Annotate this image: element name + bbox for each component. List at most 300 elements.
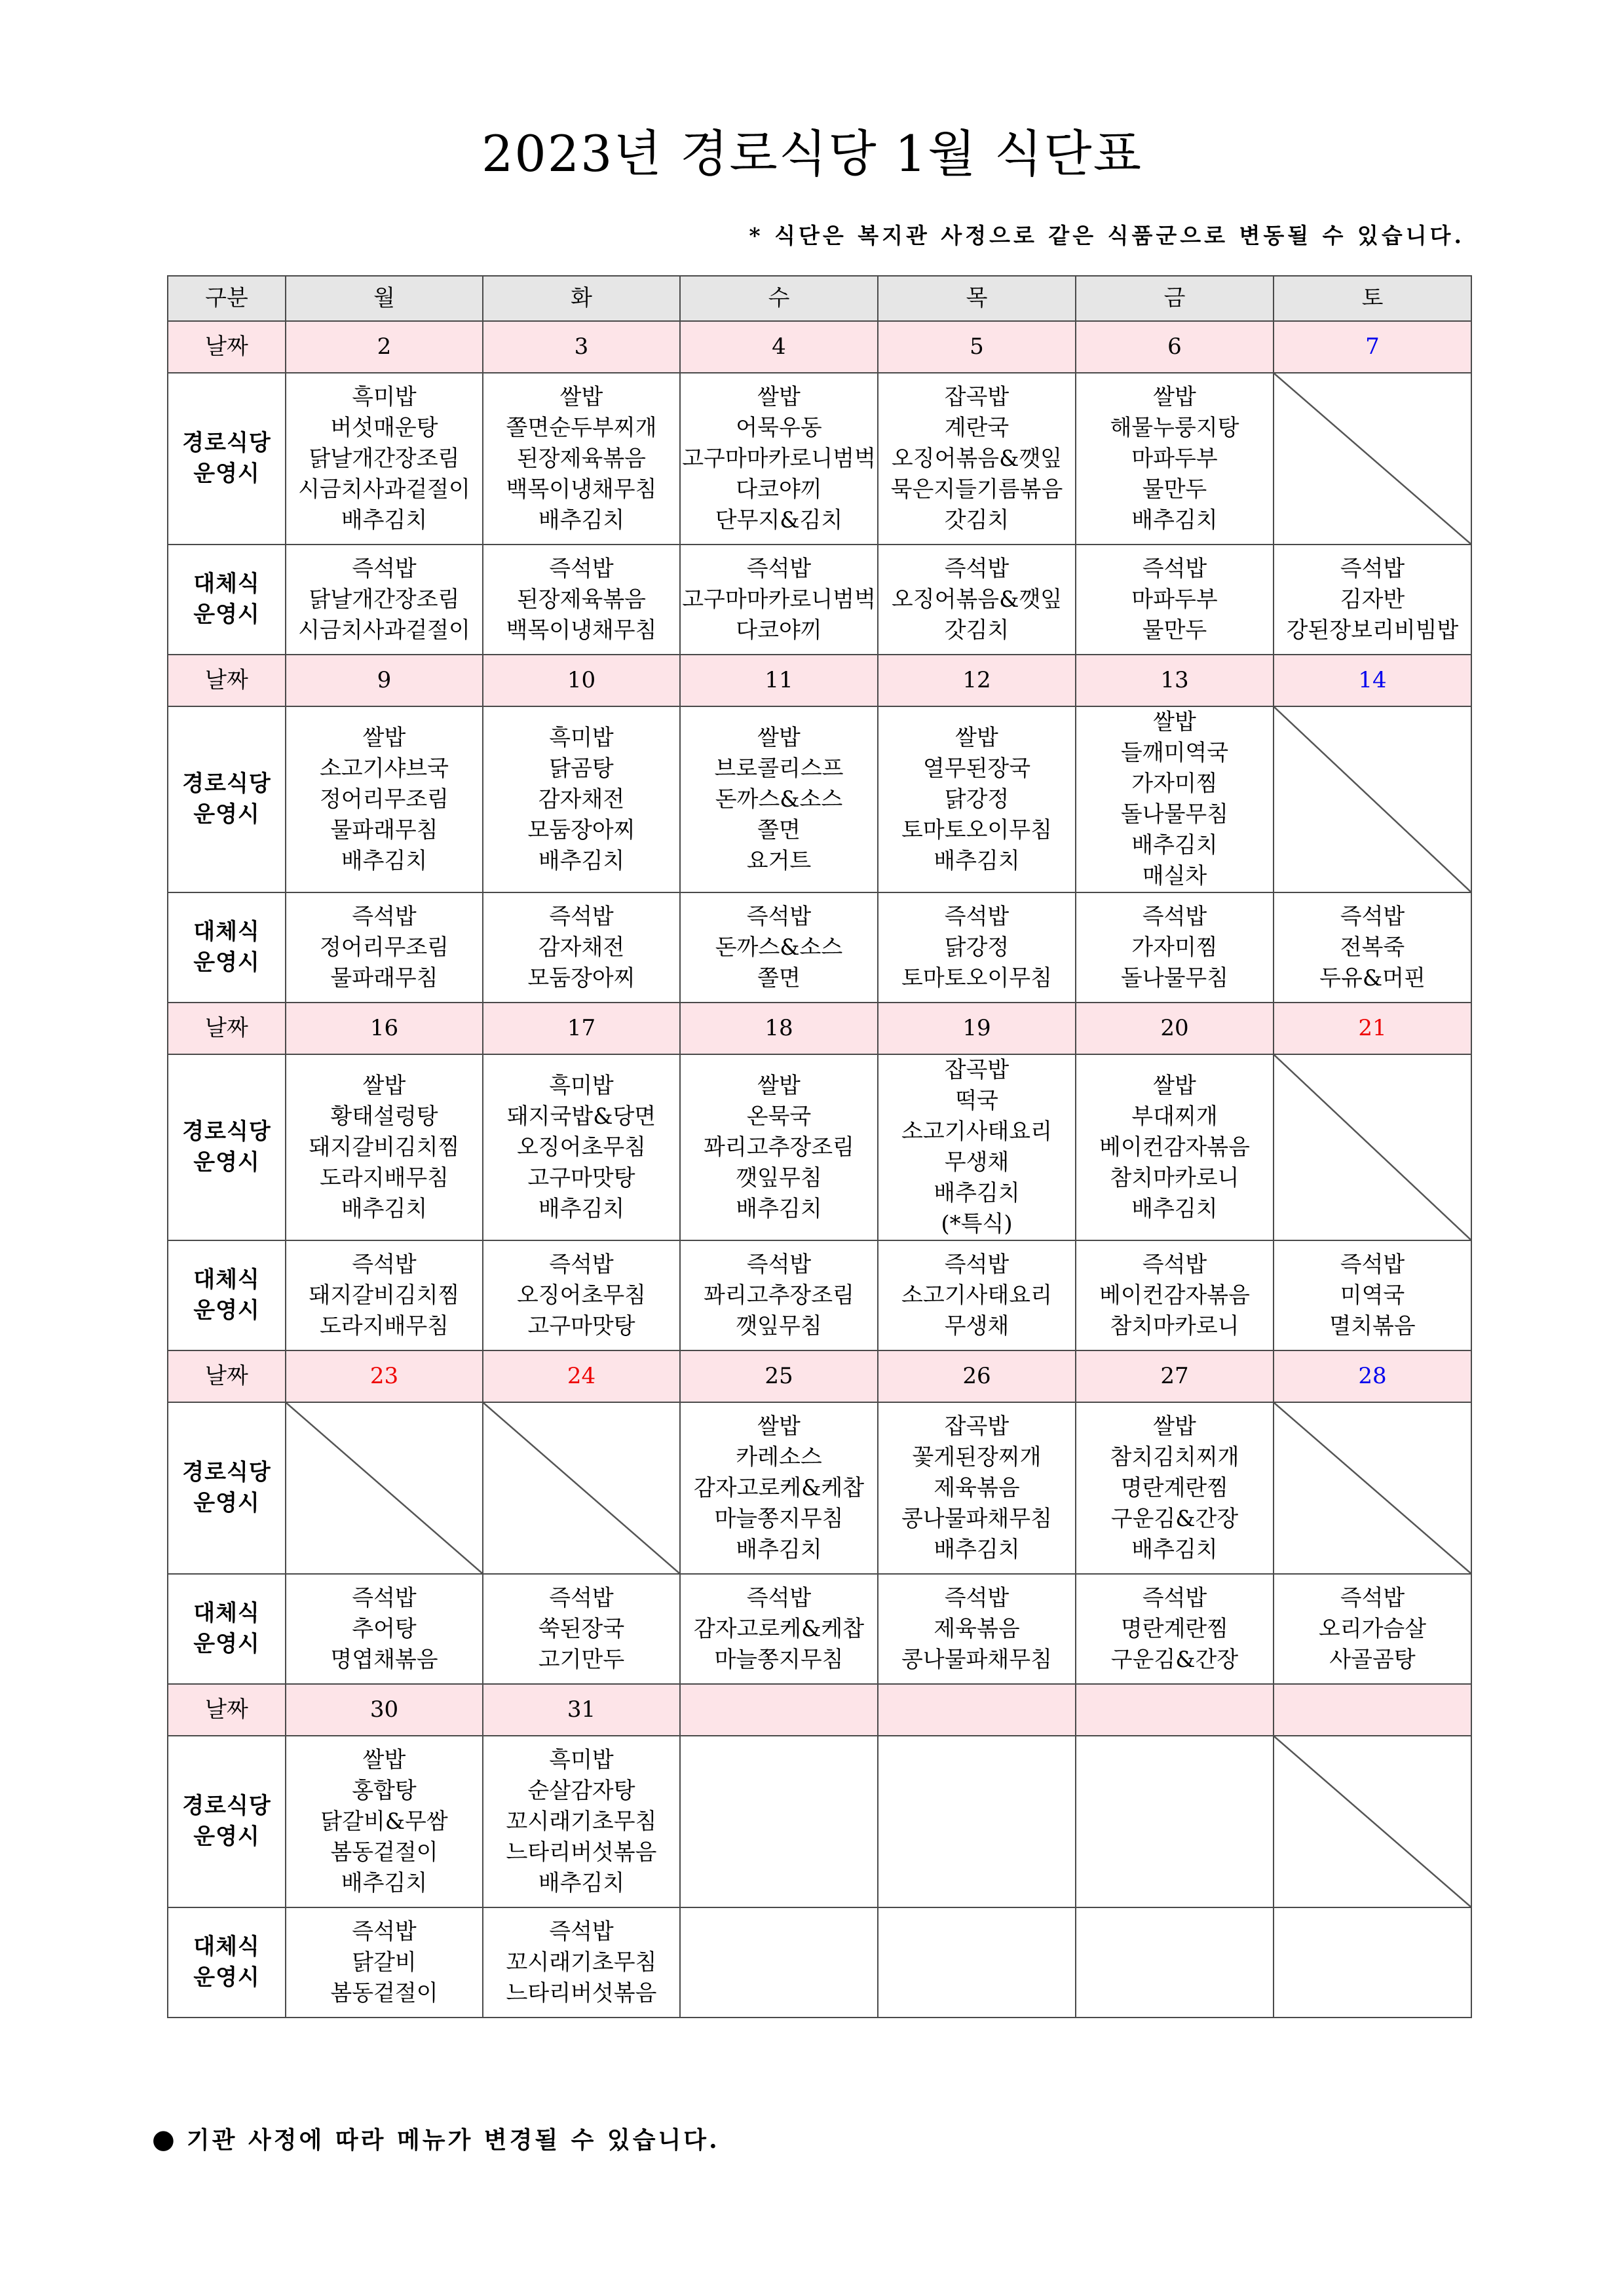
menu-item: 닭날개간장조림 — [309, 586, 460, 613]
date-row — [168, 1003, 1471, 1054]
menu-item: 온묵국 — [746, 1103, 812, 1130]
menu-item: 배추김치 — [538, 847, 625, 874]
menu-item: 마파두부 — [1131, 586, 1218, 613]
menu-item: 감자고로케&케찹 — [693, 1615, 865, 1642]
closed-day-cell — [286, 1402, 483, 1574]
row-label-line: 운영시 — [193, 1149, 260, 1176]
menu-cell — [483, 1736, 680, 1907]
date-row — [168, 1350, 1471, 1402]
date-row — [168, 321, 1471, 373]
menu-item: 오징어볶음&깻잎 — [891, 586, 1063, 613]
menu-item: 홍합탕 — [352, 1777, 417, 1804]
menu-item: 도라지배무침 — [319, 1164, 449, 1191]
menu-item: 명란계란찜 — [1120, 1615, 1229, 1642]
menu-item: 쌀밥 — [757, 724, 801, 751]
menu-item: 브로콜리스프 — [714, 755, 844, 782]
menu-item: 즉석밥 — [352, 1251, 417, 1278]
menu-item: 순살감자탕 — [527, 1777, 635, 1804]
menu-item: 소고기샤브국 — [319, 755, 449, 782]
menu-item: 물만두 — [1142, 617, 1207, 643]
alt-menu-cell — [680, 1907, 878, 2018]
menu-item: 해물누룽지탕 — [1110, 414, 1239, 441]
alt-menu-cell — [1076, 1574, 1274, 1684]
header-label: 구분 — [168, 276, 286, 321]
menu-item: 쫄면순두부찌개 — [506, 414, 657, 441]
menu-item: 제육볶음 — [934, 1474, 1020, 1501]
menu-item: 쑥된장국 — [538, 1615, 625, 1642]
menu-cell — [878, 373, 1076, 545]
menu-item: 느타리버섯볶음 — [506, 1980, 657, 2006]
date-cell: 28 — [1274, 1350, 1471, 1402]
main-service-label — [168, 706, 286, 892]
menu-item: 갓김치 — [944, 507, 1010, 533]
menu-item: 카레소스 — [736, 1444, 822, 1470]
menu-item: 참치김치찌개 — [1110, 1444, 1239, 1470]
menu-item: 매실차 — [1142, 863, 1207, 889]
closed-day-cell — [1274, 373, 1471, 545]
menu-cell — [286, 1736, 483, 1907]
menu-item: 돈까스&소스 — [715, 934, 843, 961]
menu-cell — [680, 373, 878, 545]
header-day: 목 — [878, 276, 1076, 321]
menu-item: 잡곡밥 — [944, 1057, 1010, 1083]
main-service-label — [168, 373, 286, 545]
alt-menu-row — [168, 892, 1471, 1003]
alt-menu-cell — [286, 1240, 483, 1350]
date-cell: 20 — [1076, 1003, 1274, 1054]
menu-cell — [1076, 706, 1274, 892]
menu-item: 참치마카로니 — [1110, 1312, 1239, 1339]
row-label-line: 운영시 — [193, 1631, 260, 1657]
alt-service-label — [168, 545, 286, 655]
menu-item: 돼지국밥&당면 — [506, 1103, 656, 1130]
row-label-line: 경로식당 — [182, 1793, 271, 1819]
menu-item: 즉석밥 — [746, 1584, 812, 1611]
alt-menu-cell — [680, 1574, 878, 1684]
alt-menu-cell — [680, 1240, 878, 1350]
menu-item: 시금치사과겉절이 — [298, 617, 470, 643]
date-cell: 25 — [680, 1350, 878, 1402]
menu-item: 느타리버섯볶음 — [506, 1839, 657, 1866]
alt-menu-cell — [483, 545, 680, 655]
menu-item: 돼지갈비김치찜 — [309, 1134, 460, 1160]
menu-item: 마늘쫑지무침 — [714, 1646, 844, 1673]
menu-cell — [878, 1402, 1076, 1574]
header-day: 금 — [1076, 276, 1274, 321]
menu-item: 도라지배무침 — [319, 1312, 449, 1339]
menu-item: 감자채전 — [538, 786, 625, 813]
menu-item: 배추김치 — [736, 1195, 822, 1222]
menu-item: 정어리무조림 — [319, 934, 449, 961]
menu-item: 즉석밥 — [549, 1918, 614, 1945]
menu-item: 콩나물파채무침 — [901, 1505, 1052, 1532]
row-label-line: 경로식당 — [182, 1119, 271, 1145]
page-title: 2023년 경로식당 1월 식단표 — [482, 124, 1142, 183]
date-row-label: 날짜 — [168, 1003, 286, 1054]
date-row-label: 날짜 — [168, 1684, 286, 1736]
menu-item: 닭강정 — [944, 934, 1010, 961]
menu-item: 다코야끼 — [736, 617, 822, 643]
menu-item: 된장제육볶음 — [516, 586, 647, 613]
menu-cell — [1076, 1736, 1274, 1907]
date-cell: 11 — [680, 655, 878, 706]
menu-item: 쌀밥 — [362, 724, 406, 751]
date-cell: 30 — [286, 1684, 483, 1736]
menu-cell — [680, 1402, 878, 1574]
menu-item: 즉석밥 — [549, 903, 614, 930]
date-cell: 27 — [1076, 1350, 1274, 1402]
menu-item: 명란계란찜 — [1120, 1474, 1229, 1501]
date-cell: 5 — [878, 321, 1076, 373]
menu-item: 배추김치 — [934, 1536, 1020, 1563]
menu-item: 사골곰탕 — [1329, 1646, 1416, 1673]
date-cell: 13 — [1076, 655, 1274, 706]
menu-item: 고구마맛탕 — [527, 1164, 635, 1191]
date-cell: 12 — [878, 655, 1076, 706]
menu-item: 베이컨감자볶음 — [1099, 1282, 1250, 1309]
closed-day-cell — [1274, 706, 1471, 892]
date-cell: 26 — [878, 1350, 1076, 1402]
menu-item: 돌나물무침 — [1120, 965, 1229, 991]
header-day: 화 — [483, 276, 680, 321]
alt-service-label — [168, 1574, 286, 1684]
main-menu-row — [168, 1736, 1471, 1907]
alt-menu-row — [168, 1574, 1471, 1684]
alt-menu-cell — [1274, 1907, 1471, 2018]
main-menu-row — [168, 1402, 1471, 1574]
menu-item: 열무된장국 — [922, 755, 1031, 782]
menu-cell — [483, 706, 680, 892]
footer-note — [152, 2123, 720, 2156]
menu-item: 무생채 — [944, 1312, 1010, 1339]
alt-menu-cell — [1274, 1240, 1471, 1350]
menu-item: 배추김치 — [1131, 832, 1218, 858]
row-label-line: 대체식 — [193, 919, 260, 945]
menu-item: 백목이냉채무침 — [506, 476, 657, 503]
menu-item: 제육볶음 — [934, 1615, 1020, 1642]
header-day: 월 — [286, 276, 483, 321]
main-menu-row — [168, 1054, 1471, 1240]
menu-item: 흑미밥 — [549, 1072, 614, 1099]
menu-item: 깻잎무침 — [736, 1312, 822, 1339]
alt-menu-cell — [286, 892, 483, 1003]
menu-table — [167, 275, 1472, 2018]
menu-cell — [878, 706, 1076, 892]
menu-item: 잡곡밥 — [944, 383, 1010, 410]
menu-item: 된장제육볶음 — [516, 445, 647, 472]
row-label-line: 대체식 — [193, 571, 260, 597]
menu-item: 묵은지들기름볶음 — [890, 476, 1063, 503]
menu-item: 구운김&간장 — [1110, 1646, 1239, 1673]
menu-item: 배추김치 — [341, 507, 428, 533]
menu-item: 어묵우동 — [736, 414, 822, 441]
menu-item: 무생채 — [944, 1149, 1010, 1176]
menu-item: 추어탕 — [352, 1615, 417, 1642]
alt-menu-cell — [1076, 545, 1274, 655]
menu-item: 가자미찜 — [1131, 771, 1218, 797]
alt-menu-cell — [1076, 1240, 1274, 1350]
menu-item: 배추김치 — [1131, 507, 1218, 533]
menu-item: 쌀밥 — [1153, 383, 1196, 410]
menu-item: 닭갈비&무쌈 — [320, 1808, 448, 1835]
header-day: 수 — [680, 276, 878, 321]
menu-item: 돈까스&소스 — [715, 786, 843, 813]
closed-day-cell — [483, 1402, 680, 1574]
menu-item: 꽈리고추장조림 — [704, 1282, 854, 1309]
menu-item: 꽃게된장찌개 — [912, 1444, 1042, 1470]
row-label-line: 경로식당 — [182, 771, 271, 797]
menu-item: 고구마맛탕 — [527, 1312, 635, 1339]
menu-item: 즉석밥 — [352, 1584, 417, 1611]
menu-item: 소고기사태요리 — [901, 1282, 1052, 1309]
menu-item: 오리가슴살 — [1318, 1615, 1427, 1642]
row-label-line: 대체식 — [193, 1267, 260, 1293]
menu-item: 배추김치 — [736, 1536, 822, 1563]
alt-menu-cell — [483, 1574, 680, 1684]
row-label-line: 경로식당 — [182, 430, 271, 456]
menu-item: 미역국 — [1340, 1282, 1405, 1309]
alt-menu-cell — [878, 1574, 1076, 1684]
row-label-line: 운영시 — [193, 1964, 260, 1991]
menu-item: 토마토오이무침 — [901, 965, 1052, 991]
row-label-line: 대체식 — [193, 1600, 260, 1626]
menu-cell — [286, 706, 483, 892]
row-label-line: 운영시 — [193, 1490, 260, 1516]
row-label-line: 운영시 — [193, 602, 260, 628]
date-cell: 10 — [483, 655, 680, 706]
alt-menu-cell — [286, 1574, 483, 1684]
header-day: 토 — [1274, 276, 1471, 321]
alt-menu-cell — [483, 1907, 680, 2018]
bullet-icon: ● — [152, 2124, 178, 2154]
menu-item: 감자채전 — [538, 934, 625, 961]
alt-menu-cell — [1076, 1907, 1274, 2018]
menu-item: 즉석밥 — [944, 903, 1010, 930]
menu-item: 닭곰탕 — [549, 755, 614, 782]
menu-item: 마파두부 — [1131, 445, 1218, 472]
menu-item: 계란국 — [944, 414, 1010, 441]
menu-item: 쌀밥 — [757, 1072, 801, 1099]
date-row — [168, 655, 1471, 706]
menu-item: 봄동겉절이 — [330, 1839, 438, 1866]
menu-table-body — [168, 276, 1471, 2018]
menu-item: 가자미찜 — [1131, 934, 1218, 961]
menu-item: 배추김치 — [1131, 1536, 1218, 1563]
menu-item: 배추김치 — [341, 847, 428, 874]
menu-item: 흑미밥 — [549, 724, 614, 751]
date-cell: 31 — [483, 1684, 680, 1736]
table-header-row — [168, 276, 1471, 321]
row-label-line: 운영시 — [193, 801, 260, 828]
menu-item: 김자반 — [1340, 586, 1405, 613]
date-cell — [1274, 1684, 1471, 1736]
menu-cell — [680, 706, 878, 892]
alt-service-label — [168, 1907, 286, 2018]
menu-item: 배추김치 — [934, 847, 1020, 874]
menu-item: 즉석밥 — [352, 555, 417, 582]
date-cell: 2 — [286, 321, 483, 373]
date-cell — [878, 1684, 1076, 1736]
menu-item: 전복죽 — [1340, 934, 1405, 961]
menu-item: 쌀밥 — [757, 1413, 801, 1440]
menu-item: 베이컨감자볶음 — [1099, 1134, 1250, 1160]
menu-cell — [1076, 373, 1274, 545]
menu-item: 닭날개간장조림 — [309, 445, 460, 472]
row-label-line: 운영시 — [193, 461, 260, 487]
alt-service-label — [168, 892, 286, 1003]
menu-item: 즉석밥 — [1142, 555, 1207, 582]
alt-menu-cell — [1274, 1574, 1471, 1684]
menu-item: 즉석밥 — [1340, 1584, 1405, 1611]
date-row-label: 날짜 — [168, 1350, 286, 1402]
menu-item: 닭강정 — [944, 786, 1010, 813]
menu-item: 즉석밥 — [746, 555, 812, 582]
menu-cell — [1076, 1054, 1274, 1240]
menu-item: 물파래무침 — [330, 965, 438, 991]
menu-item: 모둠장아찌 — [527, 965, 635, 991]
menu-item: 배추김치 — [341, 1869, 428, 1896]
date-row — [168, 1684, 1471, 1736]
menu-cell — [878, 1736, 1076, 1907]
menu-cell — [680, 1736, 878, 1907]
date-cell: 16 — [286, 1003, 483, 1054]
menu-item: 깻잎무침 — [736, 1164, 822, 1191]
menu-item: 물파래무침 — [330, 816, 438, 843]
date-cell — [680, 1684, 878, 1736]
menu-item: 즉석밥 — [746, 1251, 812, 1278]
menu-item: 흑미밥 — [352, 383, 417, 410]
menu-item: 황태설렁탕 — [330, 1103, 438, 1130]
menu-change-note: * 식단은 복지관 사정으로 같은 식품군으로 변동될 수 있습니다. — [749, 223, 1465, 248]
date-cell: 19 — [878, 1003, 1076, 1054]
date-cell: 14 — [1274, 655, 1471, 706]
alt-menu-cell — [1274, 545, 1471, 655]
menu-item: 요거트 — [746, 847, 812, 874]
menu-cell — [286, 373, 483, 545]
menu-item: 정어리무조림 — [319, 786, 449, 813]
menu-item: 고기만두 — [538, 1646, 625, 1673]
menu-item: 고구마마카로니범벅 — [682, 586, 876, 613]
menu-item: 배추김치 — [934, 1180, 1020, 1206]
menu-item: (*특식) — [941, 1211, 1013, 1237]
main-service-label — [168, 1054, 286, 1240]
menu-item: 물만두 — [1142, 476, 1207, 503]
menu-item: 쌀밥 — [362, 1746, 406, 1773]
menu-item: 구운김&간장 — [1110, 1505, 1239, 1532]
menu-item: 쫄면 — [757, 965, 801, 991]
menu-item: 꽈리고추장조림 — [704, 1134, 854, 1160]
menu-item: 쌀밥 — [757, 383, 801, 410]
menu-item: 즉석밥 — [352, 903, 417, 930]
menu-item: 토마토오이무침 — [901, 816, 1052, 843]
menu-item: 즉석밥 — [549, 1251, 614, 1278]
menu-cell — [680, 1054, 878, 1240]
menu-item: 꼬시래기초무침 — [506, 1808, 657, 1835]
date-row-label: 날짜 — [168, 321, 286, 373]
menu-item: 버섯매운탕 — [330, 414, 438, 441]
menu-item: 떡국 — [955, 1088, 998, 1114]
menu-item: 배추김치 — [538, 507, 625, 533]
menu-item: 마늘쫑지무침 — [714, 1505, 844, 1532]
row-label-line: 대체식 — [193, 1934, 260, 1960]
row-label-line: 운영시 — [193, 1824, 260, 1850]
date-cell: 24 — [483, 1350, 680, 1402]
menu-item: 쌀밥 — [559, 383, 603, 410]
menu-item: 닭갈비 — [352, 1949, 417, 1976]
menu-item: 쌀밥 — [1153, 1413, 1196, 1440]
row-label-line: 운영시 — [193, 949, 260, 976]
menu-item: 백목이냉채무침 — [506, 617, 657, 643]
menu-item: 흑미밥 — [549, 1746, 614, 1773]
menu-item: 다코야끼 — [736, 476, 822, 503]
menu-item: 모둠장아찌 — [527, 816, 635, 843]
alt-menu-cell — [483, 1240, 680, 1350]
date-cell: 9 — [286, 655, 483, 706]
menu-item: 쌀밥 — [1153, 709, 1196, 735]
alt-menu-cell — [286, 545, 483, 655]
date-cell: 17 — [483, 1003, 680, 1054]
menu-item: 즉석밥 — [1340, 903, 1405, 930]
footer-text: 기관 사정에 따라 메뉴가 변경될 수 있습니다. — [186, 2126, 720, 2154]
menu-item: 쌀밥 — [1153, 1072, 1196, 1099]
menu-item: 즉석밥 — [549, 555, 614, 582]
main-menu-row — [168, 706, 1471, 892]
alt-menu-cell — [878, 892, 1076, 1003]
menu-item: 소고기사태요리 — [901, 1119, 1052, 1145]
alt-service-label — [168, 1240, 286, 1350]
menu-item: 두유&머핀 — [1319, 965, 1426, 991]
menu-item: 들깨미역국 — [1120, 740, 1229, 766]
menu-item: 시금치사과겉절이 — [298, 476, 470, 503]
date-cell: 3 — [483, 321, 680, 373]
main-service-label — [168, 1402, 286, 1574]
menu-item: 오징어볶음&깻잎 — [891, 445, 1063, 472]
menu-item: 배추김치 — [1131, 1195, 1218, 1222]
date-cell: 6 — [1076, 321, 1274, 373]
date-cell: 7 — [1274, 321, 1471, 373]
menu-item: 콩나물파채무침 — [901, 1646, 1052, 1673]
menu-item: 즉석밥 — [549, 1584, 614, 1611]
alt-menu-cell — [1076, 892, 1274, 1003]
alt-menu-row — [168, 1907, 1471, 2018]
menu-item: 즉석밥 — [746, 903, 812, 930]
alt-menu-row — [168, 545, 1471, 655]
menu-item: 고구마마카로니범벅 — [682, 445, 876, 472]
menu-item: 즉석밥 — [352, 1918, 417, 1945]
menu-item: 감자고로케&케찹 — [693, 1474, 865, 1501]
menu-item: 돌나물무침 — [1120, 801, 1229, 828]
date-cell — [1076, 1684, 1274, 1736]
menu-item: 즉석밥 — [1142, 903, 1207, 930]
menu-item: 꼬시래기초무침 — [506, 1949, 657, 1976]
menu-item: 즉석밥 — [944, 1584, 1010, 1611]
menu-item: 배추김치 — [538, 1195, 625, 1222]
menu-item: 즉석밥 — [944, 1251, 1010, 1278]
menu-item: 강된장보리비빔밥 — [1286, 617, 1459, 643]
menu-item: 오징어초무침 — [516, 1134, 647, 1160]
menu-cell — [483, 373, 680, 545]
menu-cell — [1076, 1402, 1274, 1574]
alt-menu-cell — [878, 545, 1076, 655]
date-cell: 18 — [680, 1003, 878, 1054]
main-menu-row — [168, 373, 1471, 545]
row-label-line: 운영시 — [193, 1297, 260, 1324]
menu-cell — [286, 1054, 483, 1240]
menu-item: 봄동겉절이 — [330, 1980, 438, 2006]
alt-menu-cell — [680, 892, 878, 1003]
menu-item: 쌀밥 — [955, 724, 998, 751]
menu-item: 참치마카로니 — [1110, 1164, 1239, 1191]
